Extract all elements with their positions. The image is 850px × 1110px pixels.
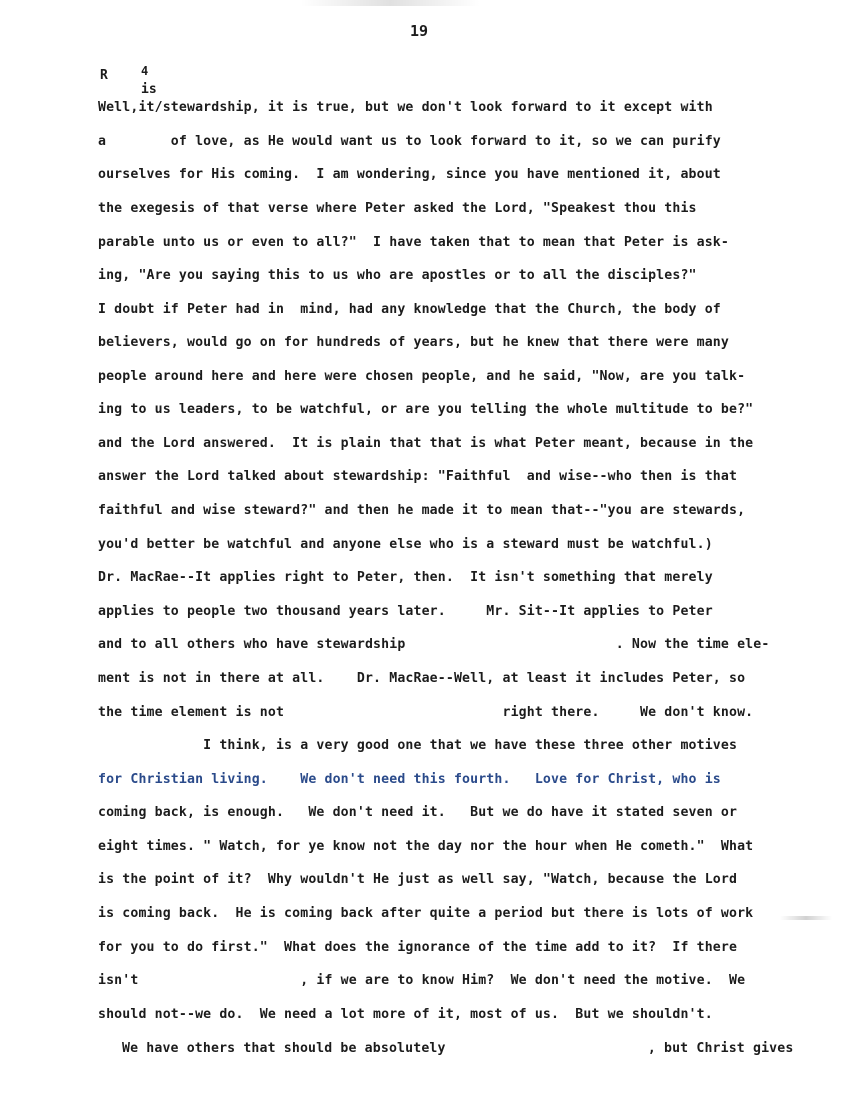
text-line: ing, "Are you saying this to us who are apostles or to all the disciples?" [98, 268, 697, 283]
handwritten-insertion-is: is [141, 82, 157, 97]
text-line: the time element is not right there. We don't know. [98, 705, 754, 720]
text-line: is the point of it? Why wouldn't He just as well say, "Watch, because the Lord [98, 872, 738, 887]
text-line: ing to us leaders, to be watchful, or are you telling the whole multitude to be?" [98, 402, 754, 417]
text-line: parable unto us or even to all?" I have taken that to mean that Peter is ask- [98, 235, 729, 250]
text-line: and the Lord answered. It is plain that that is what Peter meant, because in the [98, 436, 754, 451]
top-scan-smudge [300, 0, 480, 6]
text-line: Well,it/stewardship, it is true, but we don't look forward to it except with [98, 100, 713, 115]
text-line: coming back, is enough. We don't need it. But we do have it stated seven or [98, 805, 738, 820]
text-line: should not--we do. We need a lot more of it, most of us. But we shouldn't. [98, 1007, 713, 1022]
margin-mark-number: 4 [141, 64, 149, 78]
margin-mark-r: R [100, 68, 108, 83]
text-line: Dr. MacRae--It applies right to Peter, then. It isn't something that merely [98, 570, 713, 585]
text-line: a of love, as He would want us to look forward to it, so we can purify [98, 134, 721, 149]
text-line: for you to do first." What does the ignorance of the time add to it? If there [98, 940, 738, 955]
text-line: believers, would go on for hundreds of years, but he knew that there were many [98, 335, 729, 350]
text-line: is coming back. He is coming back after quite a period but there is lots of work [98, 906, 754, 921]
text-line: eight times. " Watch, for ye know not the day nor the hour when He cometh." What [98, 839, 754, 854]
text-line: answer the Lord talked about stewardship: "Faithful and wise--who then is that [98, 469, 738, 484]
text-line: isn't , if we are to know Him? We don't need the motive. We [98, 973, 746, 988]
text-line: I doubt if Peter had in mind, had any knowledge that the Church, the body of [98, 302, 721, 317]
text-line: We have others that should be absolutely , but Christ gives [122, 1041, 794, 1056]
right-scan-smudge [780, 916, 832, 920]
text-line: you'd better be watchful and anyone else who is a steward must be watchful.) [98, 537, 713, 552]
text-line: I think, is a very good one that we have these three other motives [98, 738, 738, 753]
text-line: the exegesis of that verse where Peter asked the Lord, "Speakest thou this [98, 201, 697, 216]
text-line: for Christian living. We don't need this fourth. Love for Christ, who is [98, 772, 721, 787]
text-line: faithful and wise steward?" and then he made it to mean that--"you are stewards, [98, 503, 746, 518]
text-line: people around here and here were chosen people, and he said, "Now, are you talk- [98, 369, 746, 384]
text-line: ment is not in there at all. Dr. MacRae--Well, at least it includes Peter, so [98, 671, 746, 686]
page-number: 19 [410, 22, 429, 40]
text-line: ourselves for His coming. I am wondering, since you have mentioned it, about [98, 167, 721, 182]
text-line: applies to people two thousand years later. Mr. Sit--It applies to Peter [98, 604, 713, 619]
text-line: and to all others who have stewardship . Now the time ele- [98, 637, 770, 652]
